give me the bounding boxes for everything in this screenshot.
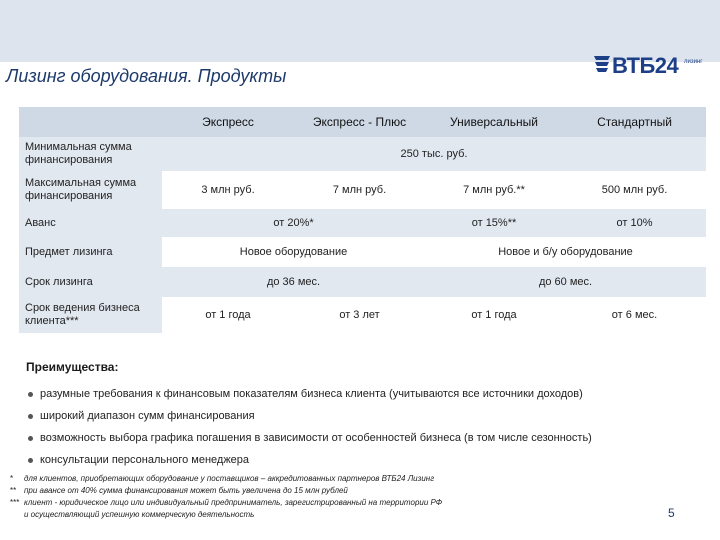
page-title: Лизинг оборудования. Продукты bbox=[6, 66, 287, 86]
row-label-business-age: Срок ведения бизнеса клиента*** bbox=[19, 297, 162, 333]
cell-max-universal: 7 млн руб.** bbox=[463, 184, 525, 196]
list-item bbox=[28, 454, 708, 476]
bullet-icon bbox=[28, 458, 33, 463]
footnote-mark: *** bbox=[10, 498, 20, 507]
cell-subject-new-used: Новое и б/у оборудование bbox=[498, 246, 633, 258]
vtb24-logo bbox=[592, 50, 702, 80]
footnote-text: и осуществляющий успешную коммерческую деятельность bbox=[24, 510, 255, 519]
cell-age-express: от 1 года bbox=[205, 309, 251, 321]
bullet-icon bbox=[28, 392, 33, 397]
bullet-icon bbox=[28, 436, 33, 441]
cell-age-standard: от 6 мес. bbox=[611, 309, 658, 321]
advantages-title: Преимущества: bbox=[26, 360, 119, 374]
cell-subject-new: Новое оборудование bbox=[239, 246, 348, 258]
list-item bbox=[28, 410, 708, 432]
cell-advance-universal: от 15%** bbox=[425, 209, 563, 237]
cell-max-express: 3 млн руб. bbox=[201, 184, 255, 196]
bullet-icon bbox=[28, 414, 33, 419]
footnote bbox=[10, 498, 570, 510]
advantage-text: возможность выбора графика погашения в зависимости от особенностей бизнеса (в том числе сезонность) bbox=[40, 432, 592, 444]
header-express: Экспресс bbox=[162, 107, 294, 137]
advantages-list bbox=[28, 388, 708, 476]
list-item bbox=[28, 432, 708, 454]
cell-term-60: до 60 мес. bbox=[425, 267, 706, 297]
footnotes bbox=[10, 474, 570, 522]
header-empty bbox=[19, 107, 162, 137]
row-label-subject: Предмет лизинга bbox=[19, 237, 162, 267]
row-label-max-amount: Максимальная сумма финансирования bbox=[19, 171, 162, 209]
footnote bbox=[10, 474, 570, 486]
cell-advance-standard: от 10% bbox=[563, 209, 706, 237]
cell-min-amount: 250 тыс. руб. bbox=[162, 137, 706, 171]
footnote bbox=[10, 510, 570, 522]
cell-age-express-plus: от 3 лет bbox=[339, 309, 380, 321]
advantage-text: консультации персонального менеджера bbox=[40, 454, 250, 466]
products-table bbox=[19, 107, 706, 333]
page-number: 5 bbox=[668, 506, 675, 520]
footnote-mark: * bbox=[10, 474, 14, 483]
cell-age-universal: от 1 года bbox=[471, 309, 517, 321]
header-universal: Универсальный bbox=[425, 107, 563, 137]
advantage-text: разумные требования к финансовым показателям бизнеса клиента (учитываются все источники доходов) bbox=[40, 388, 583, 400]
row-label-term: Срок лизинга bbox=[19, 267, 162, 297]
cell-term-36: до 36 мес. bbox=[162, 267, 425, 297]
cell-max-standard: 500 млн руб. bbox=[601, 184, 668, 196]
header-express-plus: Экспресс - Плюс bbox=[294, 107, 425, 137]
advantage-text: широкий диапазон сумм финансирования bbox=[40, 410, 255, 422]
logo-subtitle: лизинг bbox=[684, 59, 703, 65]
vtb-flag-icon bbox=[592, 52, 614, 74]
footnote-text: для клиентов, приобретающих оборудование у поставщиков – аккредитованных партнеров ВТБ24 Лизинг bbox=[24, 474, 435, 483]
cell-advance-express: от 20%* bbox=[162, 209, 425, 237]
cell-max-express-plus: 7 млн руб. bbox=[332, 184, 387, 196]
list-item bbox=[28, 388, 708, 410]
footnote-mark: ** bbox=[10, 486, 17, 495]
row-label-advance: Аванс bbox=[19, 209, 162, 237]
footnote bbox=[10, 486, 570, 498]
header-standard: Стандартный bbox=[563, 107, 706, 137]
logo-text: ВТБ24 bbox=[612, 53, 679, 78]
row-label-min-amount: Минимальная сумма финансирования bbox=[19, 137, 162, 171]
footnote-text: при авансе от 40% сумма финансирования может быть увеличена до 15 млн рублей bbox=[24, 486, 348, 495]
footnote-text: клиент - юридическое лицо или индивидуальный предприниматель, зарегистрированный на территории РФ bbox=[24, 498, 443, 507]
